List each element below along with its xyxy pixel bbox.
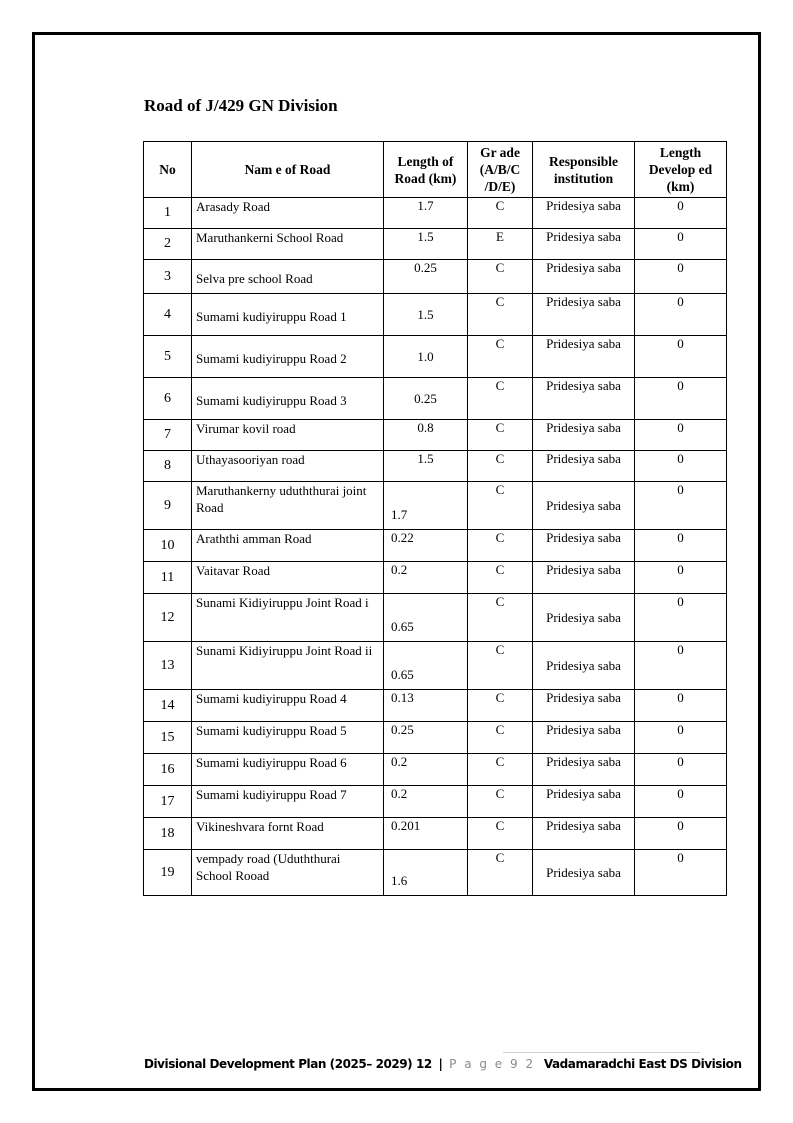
footer-separator: | [438,1057,443,1071]
cell-grade: E [468,229,533,260]
cell-developed: 0 [635,818,727,850]
cell-no: 12 [144,594,192,642]
cell-grade: C [468,420,533,451]
cell-length: 0.22 [384,530,468,562]
cell-institution: Pridesiya saba [533,482,635,530]
cell-grade: C [468,336,533,378]
cell-institution: Pridesiya saba [533,690,635,722]
table-row [144,451,727,482]
table-header-row [144,142,727,198]
footer-plan-title: Divisional Development Plan (2025– 2029) 12 [144,1057,432,1071]
table-row [144,260,727,294]
footer-page-number: P a g e 9 2 [449,1057,536,1071]
cell-no: 2 [144,229,192,260]
cell-no: 10 [144,530,192,562]
table-row [144,562,727,594]
cell-road-name: Araththi amman Road [192,530,384,562]
cell-length: 0.2 [384,562,468,594]
cell-grade: C [468,594,533,642]
cell-road-name: Maruthankerny uduththurai joint Road [192,482,384,530]
cell-institution: Pridesiya saba [533,260,635,294]
table-row [144,818,727,850]
table-row [144,690,727,722]
table-row [144,336,727,378]
cell-institution: Pridesiya saba [533,378,635,420]
cell-length: 0.25 [384,722,468,754]
cell-no: 15 [144,722,192,754]
cell-no: 7 [144,420,192,451]
cell-institution: Pridesiya saba [533,722,635,754]
cell-road-name: Sumami kudiyiruppu Road 1 [192,294,384,336]
header-developed: Length Develop ed (km) [635,142,727,198]
cell-road-name: Virumar kovil road [192,420,384,451]
cell-road-name: Sumami kudiyiruppu Road 2 [192,336,384,378]
cell-grade: C [468,451,533,482]
table-row [144,786,727,818]
cell-road-name: Sumami kudiyiruppu Road 7 [192,786,384,818]
cell-developed: 0 [635,562,727,594]
cell-grade: C [468,722,533,754]
table-row [144,754,727,786]
cell-no: 11 [144,562,192,594]
cell-institution: Pridesiya saba [533,420,635,451]
cell-developed: 0 [635,594,727,642]
cell-road-name: Maruthankerni School Road [192,229,384,260]
cell-length: 1.5 [384,294,468,336]
section-title: Road of J/429 GN Division [144,96,338,115]
cell-developed: 0 [635,198,727,229]
cell-developed: 0 [635,690,727,722]
footer-division: Vadamaradchi East DS Division [543,1057,742,1071]
roads-table [143,141,727,896]
cell-no: 4 [144,294,192,336]
cell-road-name: Vikineshvara fornt Road [192,818,384,850]
cell-institution: Pridesiya saba [533,562,635,594]
cell-developed: 0 [635,229,727,260]
cell-road-name: Uthayasooriyan road [192,451,384,482]
cell-road-name: Selva pre school Road [192,260,384,294]
cell-no: 8 [144,451,192,482]
cell-road-name: vempady road (Uduththurai School Rooad [192,850,384,896]
cell-length: 1.5 [384,229,468,260]
table-row [144,229,727,260]
cell-institution: Pridesiya saba [533,786,635,818]
cell-institution: Pridesiya saba [533,530,635,562]
table-row [144,594,727,642]
cell-developed: 0 [635,294,727,336]
cell-grade: C [468,754,533,786]
cell-developed: 0 [635,754,727,786]
cell-length: 0.25 [384,378,468,420]
cell-length: 1.7 [384,198,468,229]
cell-institution: Pridesiya saba [533,754,635,786]
cell-road-name: Sumami kudiyiruppu Road 4 [192,690,384,722]
cell-no: 19 [144,850,192,896]
table-row [144,642,727,690]
cell-road-name: Vaitavar Road [192,562,384,594]
cell-grade: C [468,198,533,229]
cell-length: 0.13 [384,690,468,722]
cell-grade: C [468,818,533,850]
cell-developed: 0 [635,722,727,754]
cell-no: 14 [144,690,192,722]
cell-grade: C [468,642,533,690]
header-institution: Responsible institution [533,142,635,198]
footer-divider [503,1052,700,1053]
cell-no: 13 [144,642,192,690]
cell-road-name: Sumami kudiyiruppu Road 3 [192,378,384,420]
cell-institution: Pridesiya saba [533,451,635,482]
cell-no: 17 [144,786,192,818]
cell-institution: Pridesiya saba [533,336,635,378]
cell-institution: Pridesiya saba [533,294,635,336]
cell-developed: 0 [635,451,727,482]
cell-length: 0.65 [384,594,468,642]
cell-institution: Pridesiya saba [533,594,635,642]
cell-developed: 0 [635,420,727,451]
cell-grade: C [468,294,533,336]
cell-institution: Pridesiya saba [533,642,635,690]
cell-developed: 0 [635,378,727,420]
table-row [144,294,727,336]
cell-road-name: Sumami kudiyiruppu Road 6 [192,754,384,786]
cell-length: 0.8 [384,420,468,451]
cell-length: 1.5 [384,451,468,482]
cell-grade: C [468,378,533,420]
table-row [144,850,727,896]
header-name: Nam e of Road [192,142,384,198]
cell-developed: 0 [635,482,727,530]
cell-length: 0.25 [384,260,468,294]
page-footer [144,1057,742,1071]
cell-length: 1.7 [384,482,468,530]
cell-grade: C [468,786,533,818]
table-row [144,482,727,530]
cell-length: 0.201 [384,818,468,850]
table-row [144,530,727,562]
cell-developed: 0 [635,336,727,378]
cell-institution: Pridesiya saba [533,818,635,850]
cell-grade: C [468,530,533,562]
table-row [144,722,727,754]
cell-length: 1.0 [384,336,468,378]
table-row [144,198,727,229]
cell-grade: C [468,850,533,896]
cell-grade: C [468,482,533,530]
cell-no: 5 [144,336,192,378]
cell-developed: 0 [635,850,727,896]
cell-no: 9 [144,482,192,530]
cell-no: 16 [144,754,192,786]
cell-length: 0.2 [384,786,468,818]
table-row [144,420,727,451]
cell-developed: 0 [635,642,727,690]
cell-no: 3 [144,260,192,294]
cell-grade: C [468,260,533,294]
cell-no: 1 [144,198,192,229]
cell-road-name: Sunami Kidiyiruppu Joint Road ii [192,642,384,690]
cell-developed: 0 [635,260,727,294]
cell-road-name: Sunami Kidiyiruppu Joint Road i [192,594,384,642]
cell-road-name: Sumami kudiyiruppu Road 5 [192,722,384,754]
table-row [144,378,727,420]
cell-grade: C [468,690,533,722]
header-length: Length of Road (km) [384,142,468,198]
cell-road-name: Arasady Road [192,198,384,229]
cell-length: 0.2 [384,754,468,786]
cell-no: 18 [144,818,192,850]
cell-grade: C [468,562,533,594]
cell-developed: 0 [635,786,727,818]
cell-length: 1.6 [384,850,468,896]
cell-institution: Pridesiya saba [533,850,635,896]
cell-institution: Pridesiya saba [533,198,635,229]
header-no: No [144,142,192,198]
header-grade: Gr ade (A/B/C /D/E) [468,142,533,198]
cell-length: 0.65 [384,642,468,690]
cell-no: 6 [144,378,192,420]
cell-institution: Pridesiya saba [533,229,635,260]
cell-developed: 0 [635,530,727,562]
